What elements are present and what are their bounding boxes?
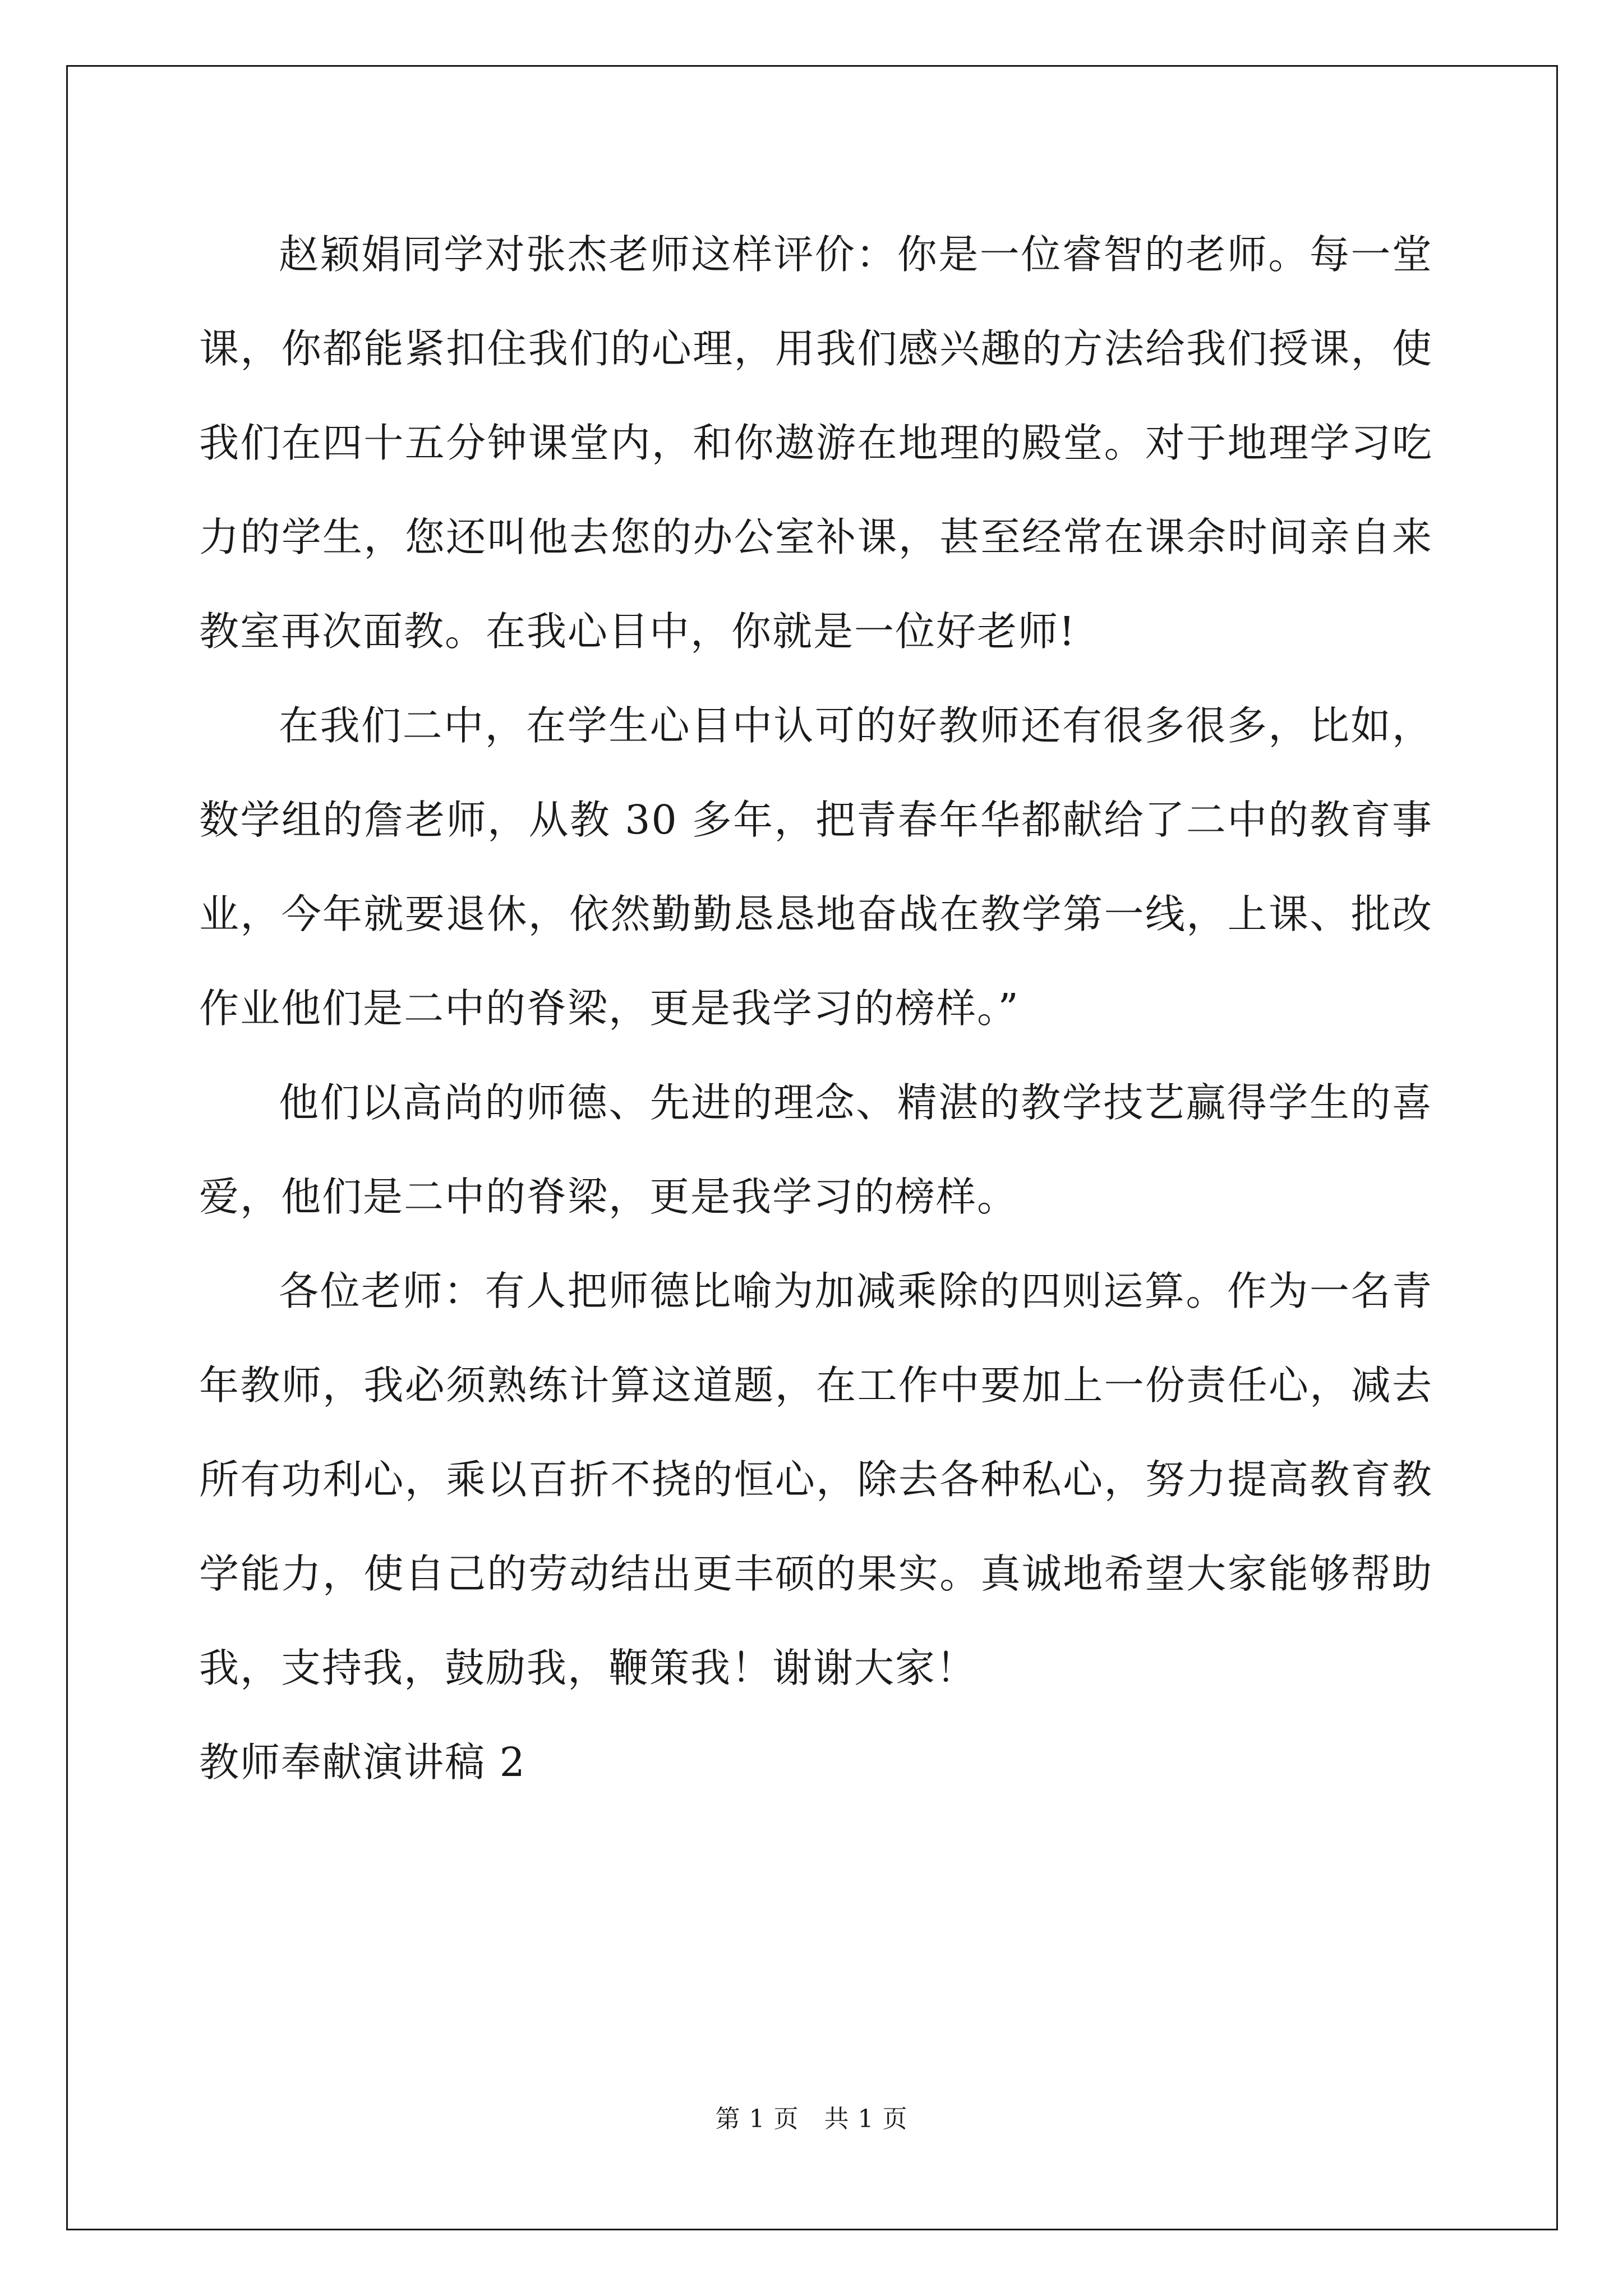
paragraph-1: 赵颖娟同学对张杰老师这样评价：你是一位睿智的老师。每一堂课，你都能紧扣住我们的心理，用我们感兴趣的方法给我们授课，使我们在四十五分钟课堂内，和你遨游在地理的殿堂。对于地理学习吃力的学生，您还叫他去您的办公室补课，甚至经常在课余时间亲自来教室再次面教。在我心目中，你就是一位好老师!	[199, 231, 1433, 655]
paragraph-3: 他们以高尚的师德、先进的理念、精湛的教学技艺赢得学生的喜爱，他们是二中的脊梁，更是我学习的榜样。	[199, 1079, 1433, 1220]
page-footer: 第 1 页 共 1 页	[715, 2105, 908, 2133]
section-heading: 教师奉献演讲稿 2	[199, 1739, 526, 1786]
paragraph-2: 在我们二中，在学生心目中认可的好教师还有很多很多，比如，数学组的詹老师，从教 30 多年，把青春年华都献给了二中的教育事业，今年就要退休，依然勤勤恳恳地奋战在教学第一线，上课、批改作业他们是二中的脊梁，更是我学习的榜样。”	[199, 702, 1433, 1032]
paragraph-4: 各位老师：有人把师德比喻为加减乘除的四则运算。作为一名青年教师，我必须熟练计算这道题，在工作中要加上一份责任心，减去所有功利心，乘以百折不挠的恒心，除去各种私心，努力提高教育教学能力，使自己的劳动结出更丰硕的果实。真诚地希望大家能够帮助我，支持我，鼓励我，鞭策我！谢谢大家！	[199, 1268, 1433, 1691]
document-body	[199, 208, 1433, 1810]
